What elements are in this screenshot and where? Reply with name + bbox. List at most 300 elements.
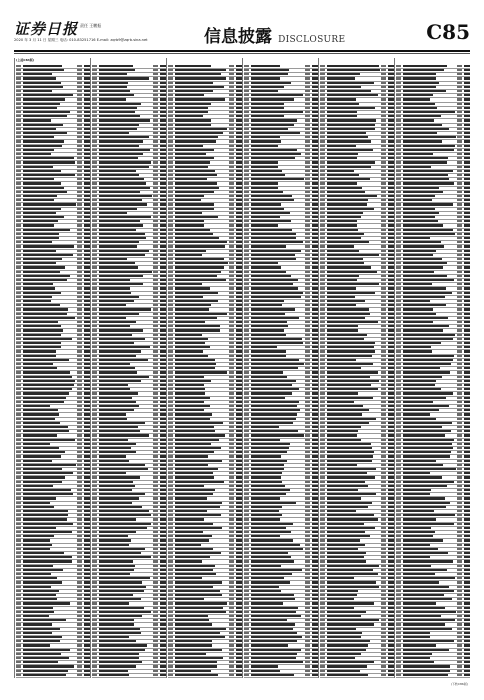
table-cell [320,560,325,562]
table-cell [396,422,401,424]
table-cell [99,569,134,571]
table-cell [327,497,361,499]
table-cell [464,237,471,239]
table-cell [99,460,129,462]
table-cell [153,149,158,151]
table-cell [305,195,310,197]
table-cell [464,111,471,113]
table-cell [168,266,173,268]
table-cell [251,560,294,562]
table-cell [229,565,234,567]
table-cell [244,577,249,579]
table-cell [99,300,134,302]
table-cell [168,363,173,365]
table-cell [99,313,139,315]
table-cell [327,300,365,302]
table-cell [396,111,401,113]
table-cell [153,371,158,373]
table-cell [464,166,471,168]
table-cell [99,405,139,407]
table-cell [16,598,21,600]
table-cell [251,317,299,319]
table-cell [327,556,365,558]
table-cell [92,195,97,197]
table-cell [92,304,97,306]
table-cell [229,405,234,407]
table-cell [16,145,21,147]
table-cell [175,250,206,252]
table-cell [251,455,282,457]
table-cell [244,573,249,575]
table-cell [381,275,386,277]
table-cell [327,485,369,487]
table-cell [305,82,310,84]
table-cell [327,502,372,504]
listing-column [318,58,395,678]
table-cell [327,73,361,75]
table-cell [403,199,432,201]
table-cell [244,409,249,411]
table-cell [229,111,234,113]
table-cell [381,581,386,583]
table-cell [92,241,97,243]
table-cell [229,86,234,88]
table-cell [16,388,21,390]
table-cell [168,619,173,621]
table-cell [175,292,218,294]
table-cell [403,397,446,399]
table-cell [396,140,401,142]
table-cell [305,157,310,159]
table-cell [327,254,379,256]
table-cell [92,518,97,520]
table-cell [99,245,137,247]
table-cell [77,355,82,357]
table-cell [77,149,82,151]
table-cell [99,535,128,537]
table-cell [457,241,462,243]
table-cell [396,229,401,231]
table-cell [327,636,361,638]
table-cell [305,523,310,525]
table-cell [403,418,436,420]
table-cell [396,405,401,407]
table-cell [168,220,173,222]
table-cell [464,132,471,134]
table-cell [168,283,173,285]
table-cell [16,149,21,151]
table-cell [244,342,249,344]
table-cell [251,670,280,672]
table-cell [175,518,204,520]
table-cell [175,548,214,550]
table-cell [457,136,462,138]
table-cell [320,107,325,109]
table-cell [16,300,21,302]
table-cell [305,439,310,441]
table-cell [251,418,296,420]
table-cell [457,598,462,600]
table-cell [229,296,234,298]
table-cell [229,380,234,382]
table-cell [92,224,97,226]
table-cell [153,342,158,344]
table-cell [396,283,401,285]
table-cell [77,468,82,470]
table-cell [305,556,310,558]
table-cell [251,640,297,642]
table-cell [251,556,291,558]
table-cell [327,409,369,411]
table-cell [327,384,372,386]
table-cell [16,132,21,134]
table-cell [464,392,471,394]
table-cell [381,573,386,575]
table-cell [16,447,21,449]
table-cell [92,426,97,428]
table-cell [381,292,386,294]
table-cell [77,224,82,226]
table-cell [92,254,97,256]
table-cell [99,502,132,504]
table-cell [396,300,401,302]
table-cell [320,619,325,621]
table-cell [251,300,284,302]
table-cell [229,140,234,142]
table-cell [327,413,363,415]
table-cell [153,182,158,184]
table-cell [464,489,471,491]
table-cell [153,233,158,235]
table-cell [464,665,471,667]
table-cell [92,476,97,478]
table-cell [175,380,211,382]
table-cell [16,199,21,201]
table-cell [168,203,173,205]
table-cell [23,615,50,617]
table-cell [244,485,249,487]
table-cell [457,430,462,432]
table-cell [99,187,150,189]
table-cell [23,82,61,84]
continued-to-label: (下转C86版) [450,682,468,686]
table-cell [464,149,471,151]
table-cell [396,266,401,268]
table-cell [244,392,249,394]
table-cell [229,460,234,462]
table-cell [251,464,284,466]
table-cell [168,397,173,399]
table-cell [251,552,288,554]
table-cell [464,187,471,189]
table-cell [23,523,73,525]
table-cell [23,640,61,642]
table-cell [403,111,455,113]
table-cell [168,527,173,529]
table-cell [457,334,462,336]
table-cell [381,535,386,537]
table-cell [77,367,82,369]
table-cell [16,90,21,92]
table-cell [168,594,173,596]
table-cell [403,65,448,67]
table-cell [457,128,462,130]
table-cell [23,241,52,243]
table-cell [168,384,173,386]
table-cell [168,439,173,441]
table-cell [77,90,82,92]
table-cell [464,514,471,516]
table-cell [244,632,249,634]
table-cell [251,430,299,432]
table-cell [99,556,151,558]
table-cell [175,128,228,130]
table-cell [77,199,82,201]
table-cell [305,514,310,516]
table-cell [92,552,97,554]
table-cell [229,245,234,247]
table-cell [464,628,471,630]
table-cell [320,670,325,672]
table-cell [403,405,450,407]
table-cell [305,191,310,193]
table-cell [464,560,471,562]
table-cell [99,212,128,214]
table-cell [153,69,158,71]
table-cell [396,166,401,168]
table-cell [168,611,173,613]
table-cell [464,90,471,92]
table-cell [244,350,249,352]
table-cell [99,140,143,142]
table-cell [99,220,140,222]
table-cell [396,275,401,277]
table-cell [327,649,367,651]
table-cell [320,544,325,546]
table-cell [251,304,282,306]
table-cell [244,111,249,113]
table-cell [168,581,173,583]
table-cell [457,279,462,281]
table-cell [381,266,386,268]
table-cell [168,182,173,184]
table-cell [457,409,462,411]
table-cell [99,497,139,499]
table-cell [381,548,386,550]
table-cell [175,279,226,281]
table-cell [92,325,97,327]
table-cell [457,191,462,193]
table-cell [168,367,173,369]
table-cell [77,191,82,193]
table-cell [168,262,173,264]
table-cell [168,325,173,327]
table-cell [23,149,54,151]
table-cell [381,649,386,651]
table-cell [175,460,222,462]
table-cell [320,325,325,327]
table-cell [168,187,173,189]
table-cell [327,476,375,478]
table-cell [320,128,325,130]
table-cell [457,187,462,189]
table-cell [92,275,97,277]
table-cell [99,611,151,613]
table-cell [251,371,283,373]
table-cell [16,485,21,487]
listing-column [14,58,91,678]
table-cell [396,187,401,189]
table-cell [464,308,471,310]
table-cell [457,607,462,609]
table-cell [99,523,151,525]
table-cell [168,405,173,407]
table-cell [77,300,82,302]
table-cell [16,161,21,163]
table-cell [251,208,284,210]
table-cell [77,317,82,319]
table-cell [175,98,225,100]
table-cell [464,581,471,583]
table-cell [464,82,471,84]
table-cell [229,451,234,453]
table-cell [403,661,434,663]
table-cell [305,371,310,373]
table-cell [251,594,295,596]
table-cell [320,103,325,105]
table-cell [92,380,97,382]
table-cell [77,552,82,554]
table-cell [251,157,295,159]
table-cell [457,665,462,667]
table-cell [153,460,158,462]
table-cell [457,329,462,331]
table-cell [251,237,296,239]
table-cell [175,447,221,449]
table-cell [229,203,234,205]
table-cell [77,342,82,344]
table-cell [77,510,82,512]
table-cell [396,586,401,588]
table-cell [381,661,386,663]
table-cell [23,153,51,155]
table-cell [99,195,152,197]
table-cell [403,577,456,579]
table-cell [153,623,158,625]
table-cell [403,275,447,277]
table-cell [168,472,173,474]
table-cell [381,565,386,567]
table-cell [229,161,234,163]
table-cell [23,292,62,294]
table-cell [99,418,127,420]
table-cell [175,577,202,579]
table-cell [99,485,135,487]
table-cell [168,674,173,676]
table-cell [16,397,21,399]
table-cell [23,157,75,159]
table-cell [244,170,249,172]
table-cell [327,153,358,155]
table-cell [16,674,21,676]
table-cell [99,149,150,151]
table-cell [251,73,288,75]
table-cell [153,329,158,331]
table-cell [229,644,234,646]
table-cell [403,472,430,474]
table-cell [320,136,325,138]
table-cell [23,262,56,264]
table-cell [168,245,173,247]
table-cell [381,128,386,130]
table-cell [175,287,210,289]
table-cell [77,119,82,121]
table-cell [23,258,62,260]
table-cell [153,644,158,646]
table-cell [381,124,386,126]
table-cell [244,548,249,550]
table-cell [381,376,386,378]
table-cell [244,560,249,562]
table-cell [381,602,386,604]
table-cell [92,649,97,651]
table-cell [92,468,97,470]
table-cell [99,203,148,205]
table-cell [168,598,173,600]
table-row [168,673,242,678]
table-cell [464,401,471,403]
table-cell [327,132,366,134]
table-cell [99,237,146,239]
table-cell [457,636,462,638]
table-cell [175,531,203,533]
table-cell [175,187,219,189]
table-cell [153,313,158,315]
table-cell [16,640,21,642]
table-cell [403,86,436,88]
table-cell [403,594,444,596]
table-cell [175,367,216,369]
table-cell [168,132,173,134]
table-cell [23,531,72,533]
table-cell [16,497,21,499]
table-cell [381,460,386,462]
table-cell [464,317,471,319]
table-cell [92,573,97,575]
table-cell [251,527,286,529]
table-cell [229,573,234,575]
table-cell [244,544,249,546]
table-cell [464,388,471,390]
table-cell [396,334,401,336]
table-cell [153,250,158,252]
table-cell [77,523,82,525]
table-cell [16,107,21,109]
table-cell [16,140,21,142]
table-cell [16,636,21,638]
table-cell [403,73,436,75]
table-cell [168,502,173,504]
table-cell [23,674,67,676]
table-cell [381,371,386,373]
table-cell [396,602,401,604]
table-cell [16,590,21,592]
table-cell [92,623,97,625]
table-cell [99,128,137,130]
table-cell [305,271,310,273]
table-cell [99,174,139,176]
table-cell [153,510,158,512]
